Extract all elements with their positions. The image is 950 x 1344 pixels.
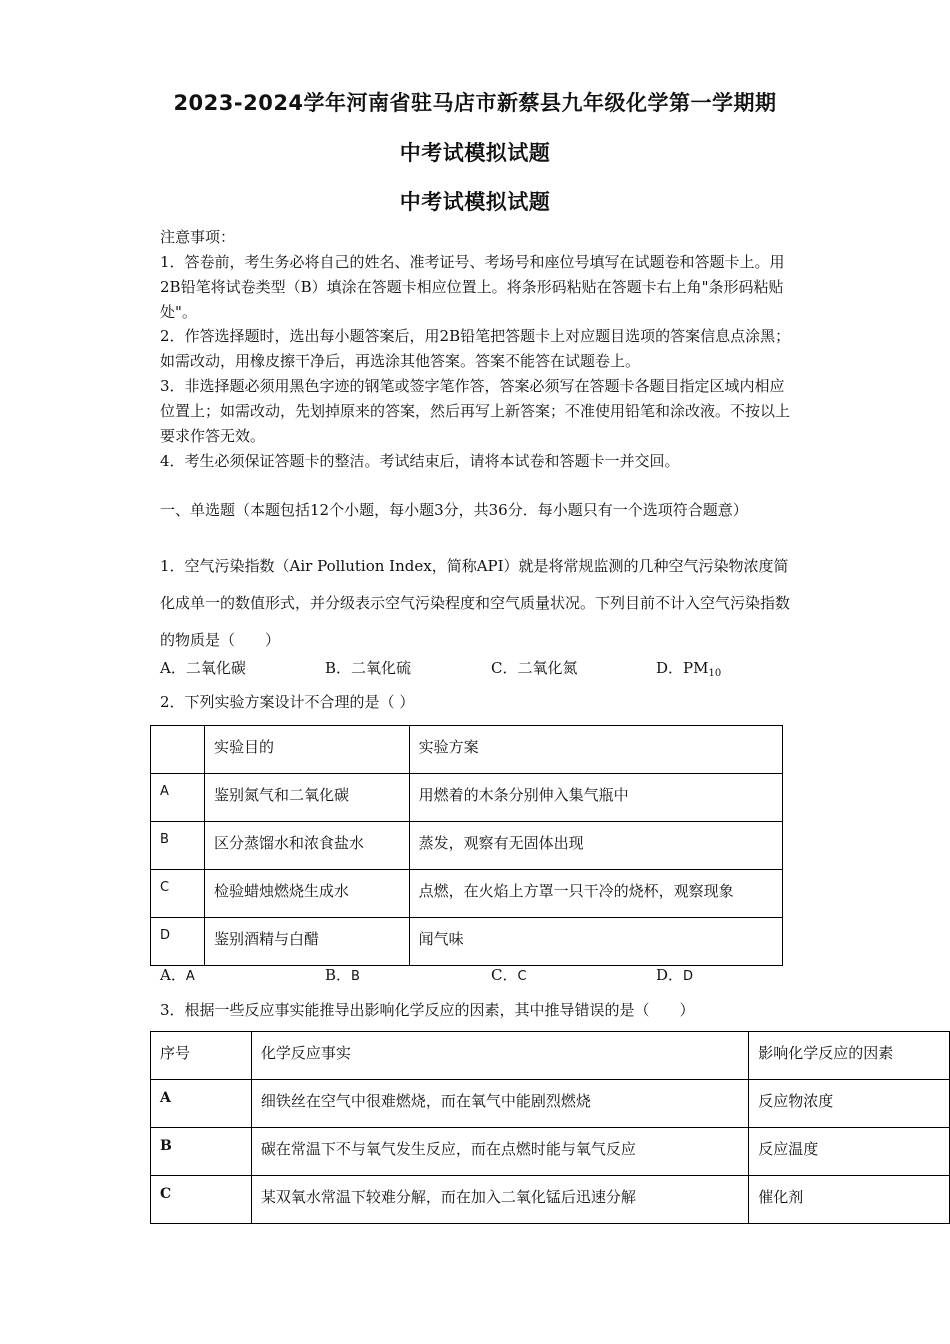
q2-option-b-prefix: B． <box>325 966 352 984</box>
q1-option-a: A．二氧化碳 <box>160 659 246 677</box>
table-row <box>151 1128 950 1176</box>
page-title-line2: 中考试模拟试题 <box>399 141 551 165</box>
row-plan: 闻气味 <box>409 918 782 966</box>
q2-option-c-label: C <box>517 969 527 984</box>
question-3-text: 3．根据一些反应事实能推导出影响化学反应的因素，其中推导错误的是（ ） <box>160 1001 695 1019</box>
table-row <box>151 1176 950 1224</box>
question-1-options <box>160 657 800 681</box>
row-label: B <box>151 1128 252 1176</box>
table-row <box>151 822 783 870</box>
question-2-text: 2．下列实验方案设计不合理的是（ ） <box>160 693 415 711</box>
row-goal: 鉴别氮气和二氧化碳 <box>204 774 409 822</box>
q1-option-d-prefix: D．PM <box>656 659 709 677</box>
row-plan: 蒸发，观察有无固体出现 <box>409 822 782 870</box>
row-label: A <box>151 1080 252 1128</box>
section-heading: 一、单选题（本题包括12个小题，每小题3分，共36分．每小题只有一个选项符合题意） <box>160 501 748 519</box>
note-item-1: 1．答卷前，考生务必将自己的姓名、准考证号、考场号和座位号填写在试题卷和答题卡上。用2B铅笔将试卷类型（B）填涂在答题卡相应位置上。将条形码粘贴在答题卡右上角"条形码粘贴处"。 <box>160 253 785 321</box>
q2-option-c <box>491 964 527 985</box>
q1-option-d-subscript: 10 <box>708 668 722 679</box>
row-label: D <box>151 918 205 966</box>
table-header-row <box>151 1032 950 1080</box>
table-header-row <box>151 726 783 774</box>
page-title-line3: 中考试模拟试题 <box>399 190 551 214</box>
row-plan: 用燃着的木条分别伸入集气瓶中 <box>409 774 782 822</box>
table-row <box>151 918 783 966</box>
row-factor: 反应温度 <box>749 1128 950 1176</box>
row-label: A <box>151 774 205 822</box>
q2-option-a-prefix: A． <box>160 966 186 984</box>
note-item-4: 4．考生必须保证答题卡的整洁。考试结束后，请将本试卷和答题卡一并交回。 <box>160 452 680 470</box>
row-fact: 细铁丝在空气中很难燃烧，而在氧气中能剧烈燃烧 <box>251 1080 748 1128</box>
row-label: B <box>151 822 205 870</box>
q2-option-b-label: B <box>351 969 360 984</box>
table-header-cell: 实验方案 <box>409 726 782 774</box>
table-header-cell: 实验目的 <box>204 726 409 774</box>
table-row <box>151 1080 950 1128</box>
table-header-cell <box>151 726 205 774</box>
row-factor: 催化剂 <box>749 1176 950 1224</box>
row-goal: 区分蒸馏水和浓食盐水 <box>204 822 409 870</box>
note-item-2: 2．作答选择题时，选出每小题答案后，用2B铅笔把答题卡上对应题目选项的答案信息点涂黑；如需改动，用橡皮擦干净后，再选涂其他答案。答案不能答在试题卷上。 <box>160 327 791 370</box>
row-goal: 检验蜡烛燃烧生成水 <box>204 870 409 918</box>
row-factor: 反应物浓度 <box>749 1080 950 1128</box>
question-1-text: 1．空气污染指数（Air Pollution Index，简称API）就是将常规监测的几种空气污染物浓度简化成单一的数值形式，并分级表示空气污染程度和空气质量状况。下列目前不计入空气污染指数的物质是（ ） <box>160 557 791 649</box>
question-2-options <box>160 964 800 988</box>
row-label: C <box>151 870 205 918</box>
row-label: C <box>151 1176 252 1224</box>
q2-option-d-prefix: D． <box>656 966 684 984</box>
table-header-cell: 影响化学反应的因素 <box>749 1032 950 1080</box>
q2-option-c-prefix: C． <box>491 966 518 984</box>
question-3-table <box>150 1031 950 1224</box>
table-header-cell: 化学反应事实 <box>251 1032 748 1080</box>
notes-heading: 注意事项： <box>160 228 236 246</box>
table-header-cell: 序号 <box>151 1032 252 1080</box>
q1-option-b: B．二氧化硫 <box>325 659 412 677</box>
q2-option-b <box>325 964 360 985</box>
question-2-table <box>150 725 783 966</box>
q1-option-c: C．二氧化氮 <box>491 659 578 677</box>
q2-option-d <box>656 964 693 985</box>
table-row <box>151 774 783 822</box>
q1-option-d <box>656 657 721 679</box>
row-fact: 碳在常温下不与氧气发生反应，而在点燃时能与氧气反应 <box>251 1128 748 1176</box>
row-goal: 鉴别酒精与白醋 <box>204 918 409 966</box>
q2-option-a-label: A <box>185 969 195 984</box>
note-item-3: 3．非选择题必须用黑色字迹的钢笔或签字笔作答，答案必须写在答题卡各题目指定区域内相应位置上；如需改动，先划掉原来的答案，然后再写上新答案；不准使用铅笔和涂改液。不按以上要求作答无效。 <box>160 377 791 445</box>
table-row <box>151 870 783 918</box>
row-plan: 点燃，在火焰上方罩一只干冷的烧杯，观察现象 <box>409 870 782 918</box>
q2-option-a <box>160 964 195 985</box>
row-fact: 某双氧水常温下较难分解，而在加入二氧化锰后迅速分解 <box>251 1176 748 1224</box>
q2-option-d-label: D <box>683 969 694 984</box>
page-title-line1: 2023-2024学年河南省驻马店市新蔡县九年级化学第一学期期 <box>173 91 777 115</box>
